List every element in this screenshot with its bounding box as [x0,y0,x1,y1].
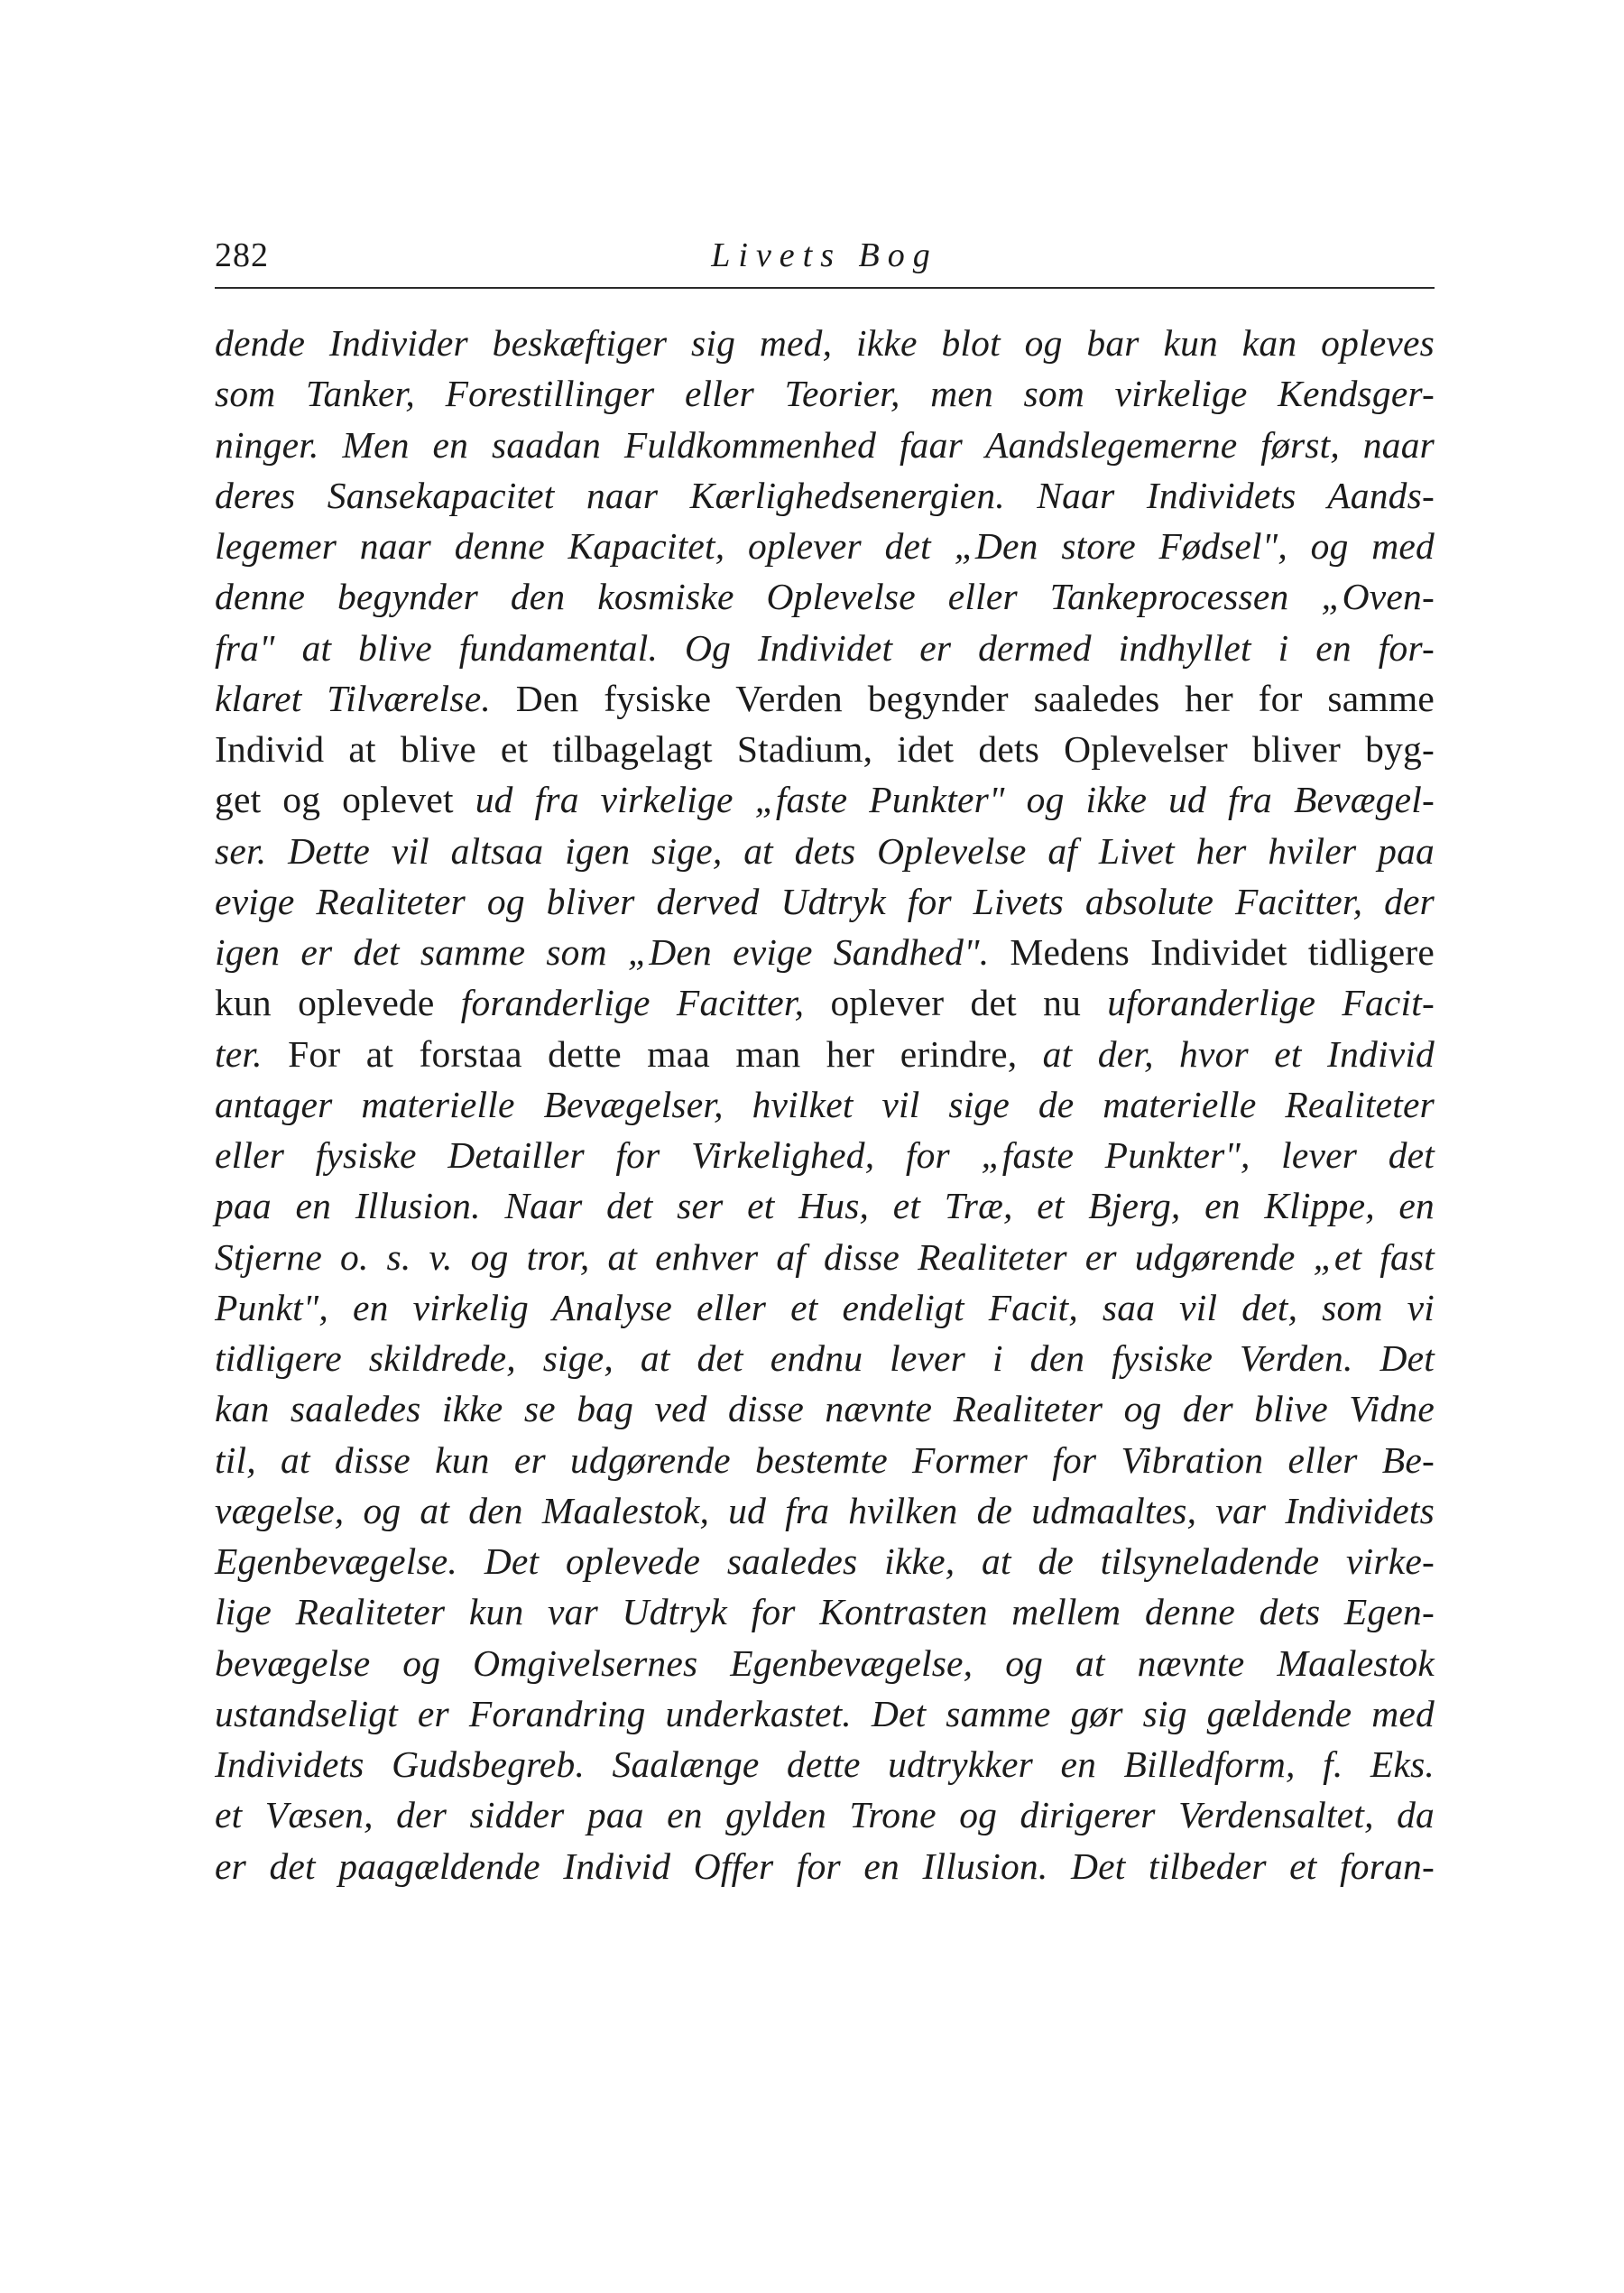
italic-run: ninger. Men en saadan Fuldkommenhed faar Aandslegemerne først, naar [215,423,1435,466]
text-line [215,623,1435,673]
italic-run: legemer naar denne Kapacitet, oplever det „Den store Fødsel", og med [215,525,1435,567]
italic-run: uforanderlige Facit- [1107,982,1435,1024]
text-line [215,876,1435,927]
text-line [215,1029,1435,1079]
text-line [215,1841,1435,1891]
text-line [215,724,1435,774]
italic-run: Punkt", en virkelig Analyse eller et endeligt Facit, saa vil det, som vi [215,1286,1435,1328]
text-line [215,521,1435,571]
text-line [215,1638,1435,1688]
italic-run: til, at disse kun er udgørende bestemte Former for Vibration eller Be- [215,1438,1435,1481]
page-number: 282 [215,236,269,274]
italic-run: Individets Gudsbegreb. Saalænge dette udtrykker en Billedform, f. Eks. [215,1743,1435,1785]
italic-run: dende Individer beskæftiger sig med, ikke blot og bar kun kan opleves [215,322,1435,364]
text-line [215,1130,1435,1180]
text-line [215,1485,1435,1536]
text-line [215,318,1435,368]
italic-run: evige Realiteter og bliver derved Udtryk for Livets absolute Facitter, der [215,880,1435,922]
text-line [215,1739,1435,1789]
running-title: Livets Bog [711,236,938,274]
italic-run: ter. [215,1032,263,1075]
text-line [215,826,1435,876]
italic-run: som Tanker, Forestillinger eller Teorier, men som virkelige Kendsger- [215,373,1435,415]
italic-run: Egenbevægelse. Det oplevede saaledes ikke, at de tilsyneladende virke- [215,1540,1435,1582]
italic-run: er det paagældende Individ Offer for en Illusion. Det tilbeder et foran- [215,1845,1435,1887]
italic-run: deres Sansekapacitet naar Kærlighedsenergien. Naar Individets Aands- [215,474,1435,516]
roman-run: kun oplevede [215,982,461,1024]
text-line [215,1282,1435,1333]
italic-run: ser. Dette vil altsaa igen sige, at dets Oplevelse af Livet her hviler paa [215,829,1435,872]
italic-run: paa en Illusion. Naar det ser et Hus, et Træ, et Bjerg, en Klippe, en [215,1185,1435,1227]
text-line [215,1383,1435,1434]
text-line [215,571,1435,622]
text-line [215,1789,1435,1840]
italic-run: vægelse, og at den Maalestok, ud fra hvilken de udmaaltes, var Individets [215,1489,1435,1531]
text-line [215,673,1435,724]
roman-run: Den fysiske Verden begynder saaledes her for samme [490,677,1435,719]
text-line [215,470,1435,521]
text-line [215,1333,1435,1383]
italic-run: lige Realiteter kun var Udtryk for Kontrasten mellem denne dets Egen- [215,1591,1435,1633]
italic-run: kan saaledes ikke se bag ved disse nævnte Realiteter og der blive Vidne [215,1388,1435,1430]
italic-run: ustandseligt er Forandring underkastet. Det samme gør sig gældende med [215,1692,1435,1734]
roman-run: For at forstaa dette maa man her erindre, [262,1032,1043,1075]
text-line [215,1435,1435,1485]
roman-run: Individ at blive et tilbagelagt Stadium, idet dets Oplevelser bliver byg- [215,728,1435,770]
italic-run: igen er det samme som „Den evige Sandhed". [215,931,990,973]
roman-run: Medens Individet tidligere [989,931,1435,973]
italic-run: eller fysiske Detailler for Virkelighed, for „faste Punkter", lever det [215,1134,1435,1176]
text-line [215,1180,1435,1231]
text-line [215,1079,1435,1130]
text-line [215,420,1435,470]
roman-run: oplever det nu [804,982,1108,1024]
text-line [215,368,1435,419]
italic-run: antager materielle Bevægelser, hvilket vil sige de materielle Realiteter [215,1083,1435,1125]
italic-run: foranderlige Facitter, [460,982,805,1024]
body-text [215,318,1435,1891]
italic-run: at der, hvor et Individ [1042,1032,1435,1075]
italic-run: Stjerne o. s. v. og tror, at enhver af disse Realiteter er udgørende „et fast [215,1235,1435,1278]
roman-run: get og oplevet [215,779,475,821]
italic-run: et Væsen, der sidder paa en gylden Trone og dirigerer Verdensaltet, da [215,1794,1435,1836]
italic-run: klaret Tilværelse. [215,677,491,719]
italic-run: fra" at blive fundamental. Og Individet er dermed indhyllet i en for- [215,626,1435,669]
italic-run: ud fra virkelige „faste Punkter" og ikke ud fra Bevægel- [475,779,1435,821]
text-line [215,977,1435,1028]
text-line [215,1536,1435,1586]
running-header [215,224,1435,289]
italic-run: denne begynder den kosmiske Oplevelse eller Tankeprocessen „Oven- [215,576,1435,618]
text-line [215,1586,1435,1637]
italic-run: tidligere skildrede, sige, at det endnu lever i den fysiske Verden. Det [215,1337,1435,1379]
text-line [215,927,1435,977]
text-line [215,1232,1435,1282]
text-line [215,774,1435,825]
italic-run: bevægelse og Omgivelsernes Egenbevægelse, og at nævnte Maalestok [215,1641,1435,1684]
text-line [215,1688,1435,1739]
